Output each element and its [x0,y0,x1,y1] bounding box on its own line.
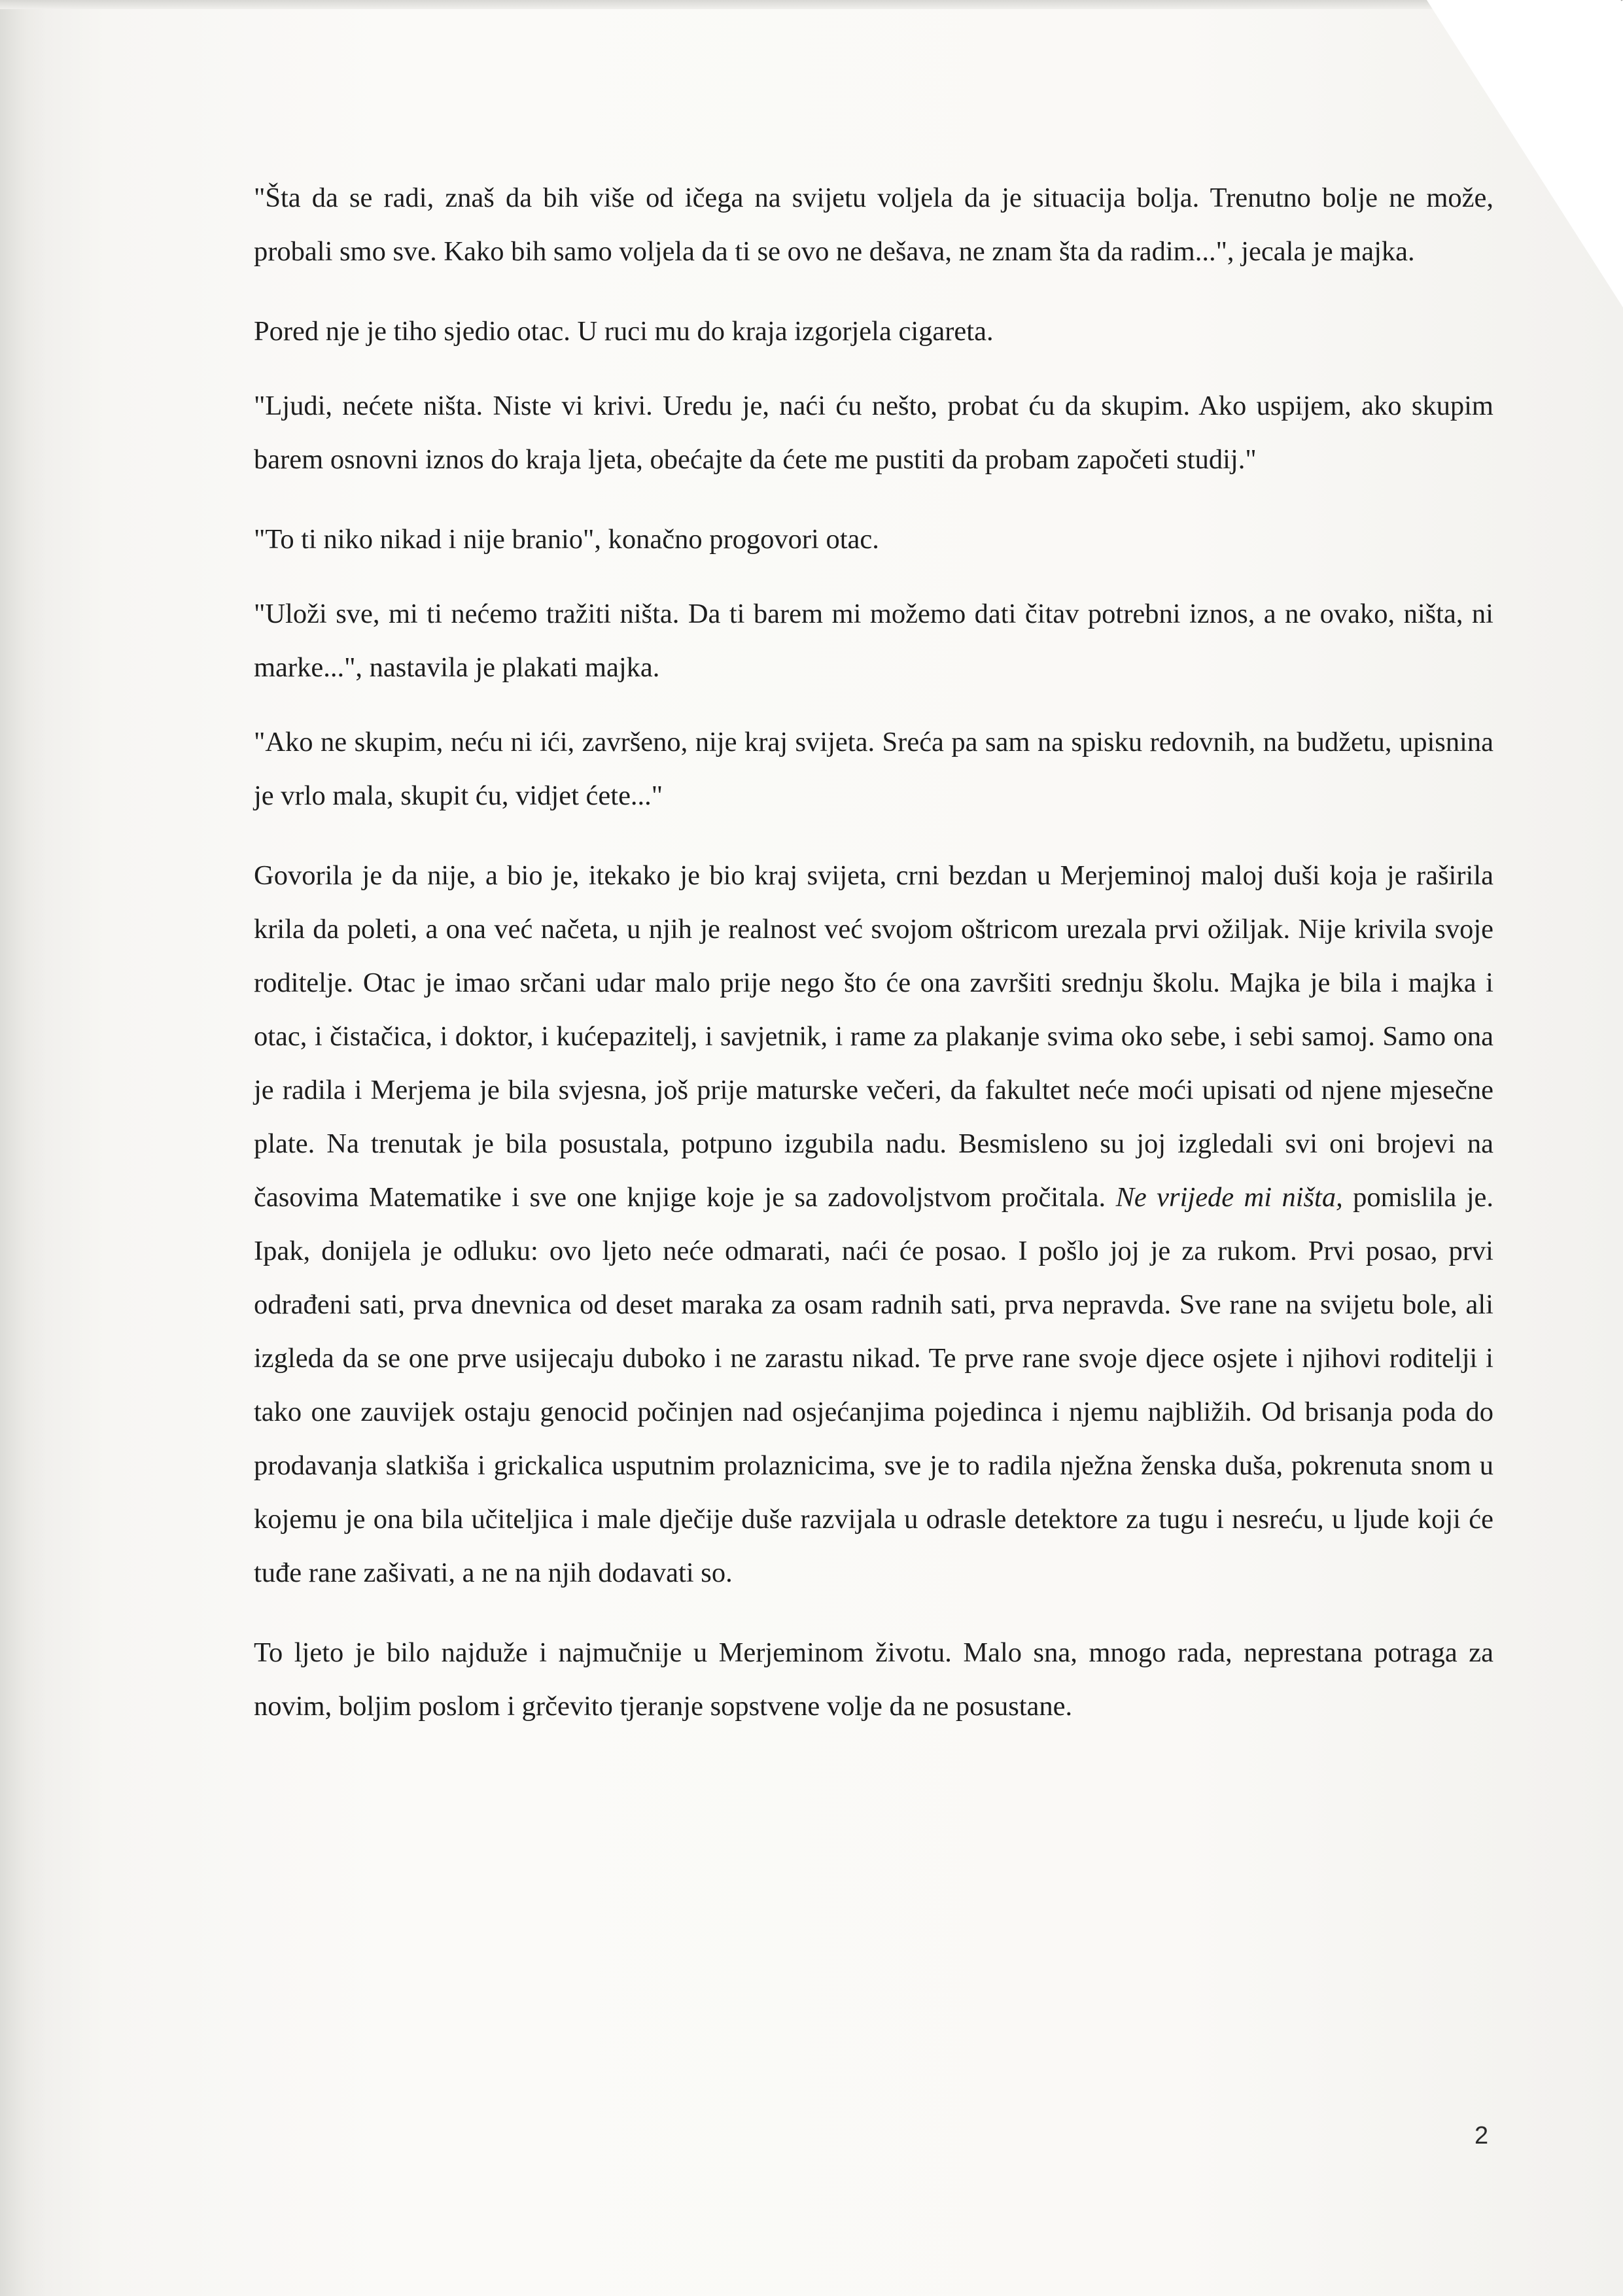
page-number: 2 [1475,2122,1489,2149]
narrative-text-end: pomislila je. Ipak, donijela je odluku: ovo ljeto neće odmarati, naći će posao. I pošlo joj je za rukom. Prvi posao, prvi odrađeni sati, prva dnevnica od deset maraka za osam radnih sati, prva nepravda. Sve rane na svijetu bole, ali izgleda da se one prve usijecaju duboko i ne zarastu nikad. Te prve rane svoje djece osjete i njihovi roditelji i tako one zauvijek ostaju genocid počinjen nad osjećanjima pojedinca i njemu najbližih. Od brisanja poda do prodavanja slatkiša i grickalica usputnim prolaznicima, sve je to radila nježna ženska duša, pokrenuta snom u kojemu je ona bila učiteljica i male dječije duše razvijala u odrasle detektore za tugu i nesreću, u ljude koji će tuđe rane zašivati, a ne na njih dodavati so. [254,1182,1494,1588]
paragraph-mother-speech: "Šta da se radi, znaš da bih više od ičega na svijetu voljela da je situacija bolja. Trenutno bolje ne može, probali smo sve. Kako bih samo voljela da ti se ovo ne dešava, ne znam šta da radim...", jecala je majka. [254,183,1493,267]
paragraph-father-sitting: Pored nje je tiho sjedio otac. U ruci mu do kraja izgorjela cigareta. [254,316,994,347]
paragraph-father-reply: "To ti niko nikad i nije branio", konačno progovori otac. [254,524,879,555]
paragraph-mother-reply: "Uloži sve, mi ti nećemo tražiti ništa. Da ti barem mi možemo dati čitav potrebni iznos, a ne ovako, ništa, ni marke...", nastavila je plakati majka. [254,599,1493,683]
paragraph-merjema-promise: "Ljudi, nećete ništa. Niste vi krivi. Uredu je, naći ću nešto, probat ću da skupim. Ako uspijem, ako skupim barem osnovni iznos do kraja ljeta, obećajte da ćete me pustiti da probam započeti studij." [254,391,1493,475]
body-text [254,171,1493,1760]
paragraph-merjema-reply: "Ako ne skupim, neću ni ići, završeno, nije kraj svijeta. Sreća pa sam na spisku redovnih, na budžetu, upisnina je vrlo mala, skupit ću, vidjet ćete..." [254,727,1493,811]
page-left-shadow [0,0,46,2296]
paragraph-summer-summary: To ljeto je bilo najduže i najmučnije u Merjeminom životu. Malo sna, mnogo rada, neprestana potraga za novim, boljim poslom i grčevito tjeranje sopstvene volje da ne posustane. [254,1637,1493,1722]
narrative-italic-thought: Ne vrijede mi ništa, [1115,1182,1343,1213]
page-top-edge [0,0,1623,9]
narrative-text-start: Govorila je da nije, a bio je, itekako je bio kraj svijeta, crni bezdan u Merjeminoj maloj duši koja je raširila krila da poleti, a ona već načeta, u njih je realnost već svojom oštricom urezala prvi ožiljak. Nije krivila svoje roditelje. Otac je imao srčani udar malo prije nego što će ona završiti srednju školu. Majka je bila i majka i otac, i čistačica, i doktor, i kućepazitelj, i savjetnik, i rame za plakanje svima oko sebe, i sebi samoj. Samo ona je radila i Merjema je bila svjesna, još prije maturske večeri, da fakultet neće moći upisati od njene mjesečne plate. Na trenutak je bila posustala, potpuno izgubila nadu. Besmisleno su joj izgledali svi oni brojevi na časovima Matematike i sve one knjige koje je sa zadovoljstvom pročitala. [254,860,1493,1213]
paragraph-narrative-main [254,849,1493,1600]
